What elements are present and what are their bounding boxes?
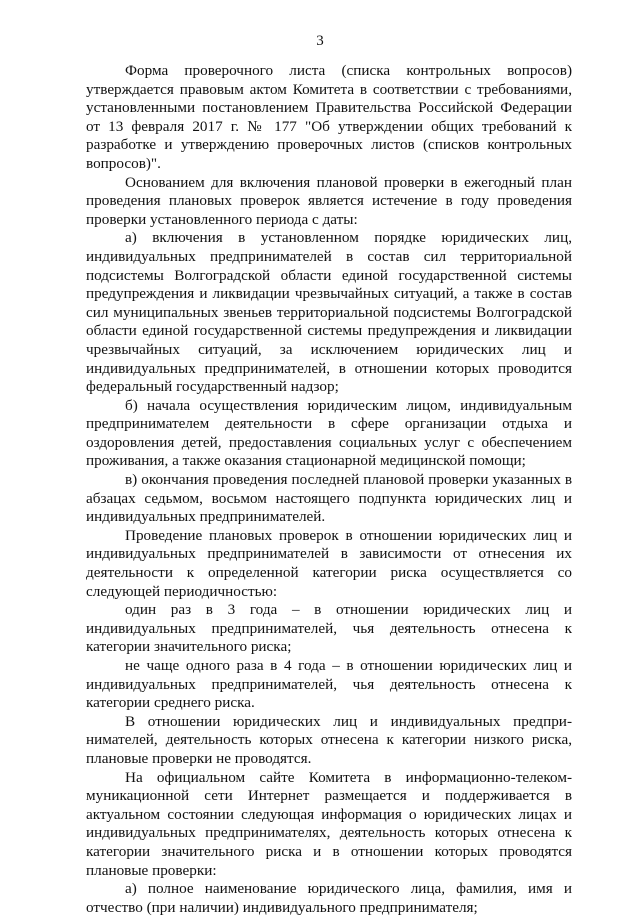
- paragraph-low-risk: В отношении юридических лиц и индивидуальных предпринимателей, деятельность которых отнесена к категории низкого риска, плановые проверки не проводятся.: [86, 712, 572, 767]
- paragraph-inspection-grounds: Основанием для включения плановой проверки в ежегодный план проведения плановых проверок является истечение в году проведения проверки установленного периода с даты:: [86, 173, 572, 228]
- paragraph-medium-risk: не чаще одного раза в 4 года – в отношении юридических лиц и индивидуальных предпринимателей, чья деятельность отнесена к категории среднего риска.: [86, 657, 572, 712]
- paragraph-inspection-frequency: Проведение плановых проверок в отношении юридических лиц и индивидуальных предпринимателей в зависимости от отнесения их деятельности к определенной категории риска осуществляется со следующей периодичностью:: [86, 526, 572, 600]
- paragraph-website-info: На официальном сайте Комитета в информационно-телекоммуникационной сети Интернет размещается и поддерживается в актуальном состоянии следующая информация о юридических лицах и индивидуальных предпринимателях, деятельность которых отнесена к категории значительного риска и в отношении которых проводятся плановые проверки:: [86, 768, 572, 879]
- paragraph-item-a-inclusion: а) включения в установленном порядке юридических лиц, индивидуальных предпринимателей в состав сил территориальной подсистемы Волгоградской области единой государственной системы предупреждения и ликвидации чрезвычайных ситуаций, а также в состав сил муниципальных звеньев территориальной подсистемы Волгоградской области единой государственной системы предупреждения и ликвидации чрезвычайных ситуаций, за исключением юридических лиц и индивидуальных предпринимателей, в отношении которых проводится федеральный государственный надзор;: [86, 229, 572, 396]
- paragraph-item-b-activity-start: б) начала осуществления юридическим лицом, индивидуальным предпринимателем деятельности в сфере организации отдыха и оздоровления детей, предоставления социальных услуг с обеспечением проживания, а также оказания стационарной медицинской помощи;: [86, 396, 572, 470]
- paragraph-item-a-full-name: а) полное наименование юридического лица, фамилия, имя и отчество (при наличии) индивидуального предпринимателя;: [86, 880, 572, 916]
- document-body: [86, 62, 572, 917]
- page-number: 3: [316, 33, 324, 49]
- paragraph-item-v-last-inspection: в) окончания проведения последней плановой проверки указанных в абзацах седьмом, восьмом настоящего подпункта юридических лиц и индивидуальных предпринимателей.: [86, 471, 572, 526]
- paragraph-significant-risk: один раз в 3 года – в отношении юридических лиц и индивидуальных предпринимателей, чья деятельность отнесена к категории значительного риска;: [86, 601, 572, 656]
- paragraph-checklist-form: Форма проверочного листа (списка контрольных вопросов) утверждается правовым актом Комитета в соответствии с требованиями, установленными постановлением Правительства Российской Федерации от 13 февраля 2017 г. № 177 "Об утверждении общих требований к разработке и утверждению проверочных листов (списков контрольных вопросов)".: [86, 62, 572, 172]
